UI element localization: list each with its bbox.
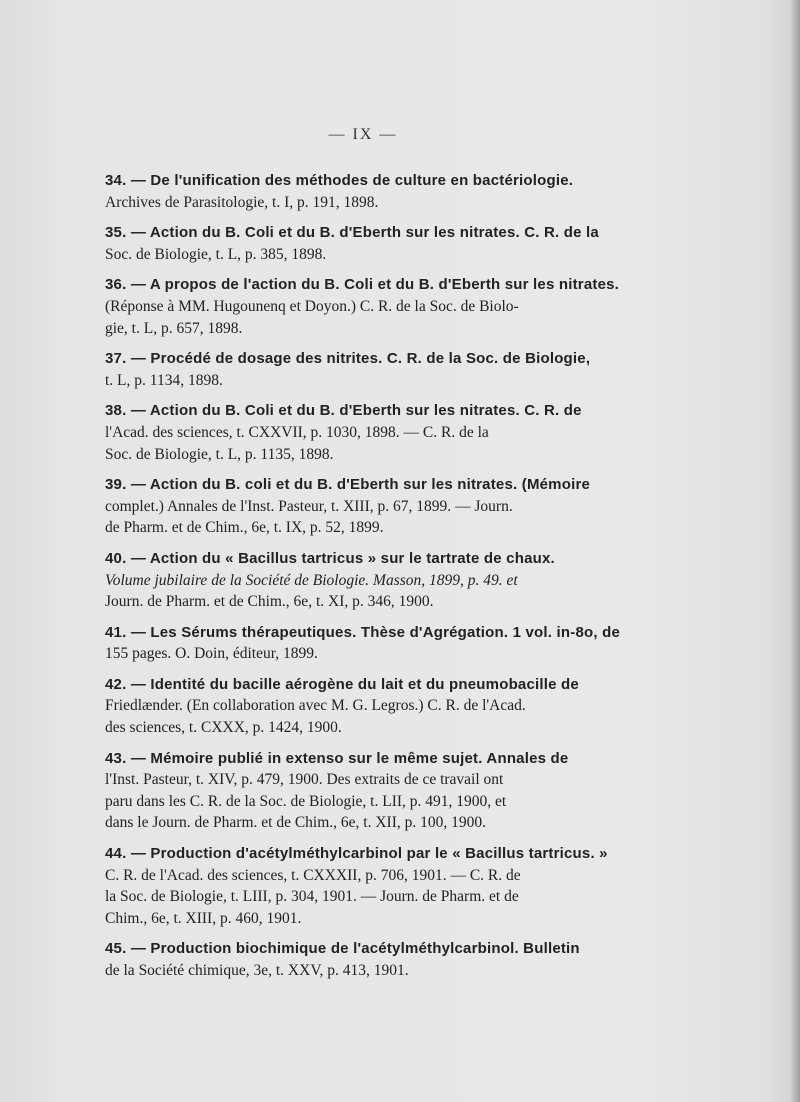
entry-line: complet.) Annales de l'Inst. Pasteur, t. XIII, p. 67, 1899. — Journ. xyxy=(105,497,513,515)
list-item xyxy=(105,348,625,391)
entry-line: C. R. de l'Acad. des sciences, t. CXXXII, p. 706, 1901. — C. R. de xyxy=(105,866,521,884)
entry-line: dans le Journ. de Pharm. et de Chim., 6e, t. XII, p. 100, 1900. xyxy=(105,814,486,832)
entry-line: 155 pages. O. Doin, éditeur, 1899. xyxy=(105,645,318,663)
entry-line: 38. — Action du B. Coli et du B. d'Eberth sur les nitrates. C. R. de xyxy=(105,402,582,420)
entry-line: gie, t. L, p. 657, 1898. xyxy=(105,319,243,337)
list-item xyxy=(105,938,625,981)
entry-line: Volume jubilaire de la Société de Biologie. Masson, 1899, p. 49. et xyxy=(105,571,518,589)
list-item xyxy=(105,548,625,613)
list-item xyxy=(105,222,625,265)
entry-line: Friedlænder. (En collaboration avec M. G. Legros.) C. R. de l'Acad. xyxy=(105,697,526,715)
entry-line: l'Acad. des sciences, t. CXXVII, p. 1030, 1898. — C. R. de la xyxy=(105,423,489,441)
entry-line: 42. — Identité du bacille aérogène du lait et du pneumobacille de xyxy=(105,675,579,693)
entry-line: de la Société chimique, 3e, t. XXV, p. 413, 1901. xyxy=(105,962,409,979)
entry-line: des sciences, t. CXXX, p. 1424, 1900. xyxy=(105,719,342,737)
list-item xyxy=(105,170,625,213)
entry-line: 35. — Action du B. Coli et du B. d'Eberth sur les nitrates. C. R. de la xyxy=(105,224,599,242)
page-edge-shadow xyxy=(790,0,800,1102)
entry-line: Archives de Parasitologie, t. I, p. 191, 1898. xyxy=(105,193,379,211)
entry-line: de Pharm. et de Chim., 6e, t. IX, p. 52, 1899. xyxy=(105,519,384,537)
entry-line: (Réponse à MM. Hugounenq et Doyon.) C. R. de la Soc. de Biolo- xyxy=(105,297,519,315)
list-item xyxy=(105,274,625,339)
list-item xyxy=(105,622,625,665)
list-item xyxy=(105,674,625,739)
entry-line: 45. — Production biochimique de l'acétylméthylcarbinol. Bulletin xyxy=(105,940,580,958)
page-number: — IX — xyxy=(328,126,398,143)
entry-line: 40. — Action du « Bacillus tartricus » sur le tartrate de chaux. xyxy=(105,549,555,567)
entry-line: 43. — Mémoire publié in extenso sur le même sujet. Annales de xyxy=(105,749,569,767)
entry-line: 37. — Procédé de dosage des nitrites. C. R. de la Soc. de Biologie, xyxy=(105,350,591,368)
list-item xyxy=(105,400,625,465)
entry-line: 34. — De l'unification des méthodes de culture en bactériologie. xyxy=(105,172,574,189)
entry-line: Soc. de Biologie, t. L, p. 385, 1898. xyxy=(105,245,327,263)
entry-line: l'Inst. Pasteur, t. XIV, p. 479, 1900. Des extraits de ce travail ont xyxy=(105,771,504,789)
entry-line: t. L, p. 1134, 1898. xyxy=(105,371,223,389)
bibliography-list xyxy=(105,170,625,991)
entry-line: 41. — Les Sérums thérapeutiques. Thèse d'Agrégation. 1 vol. in-8o, de xyxy=(105,623,620,641)
entry-line: paru dans les C. R. de la Soc. de Biologie, t. LII, p. 491, 1900, et xyxy=(105,792,507,810)
entry-line: Journ. de Pharm. et de Chim., 6e, t. XI, p. 346, 1900. xyxy=(105,593,434,611)
entry-line: Soc. de Biologie, t. L, p. 1135, 1898. xyxy=(105,445,334,463)
entry-line: 36. — A propos de l'action du B. Coli et du B. d'Eberth sur les nitrates. xyxy=(105,276,620,294)
list-item xyxy=(105,748,625,834)
entry-line: Chim., 6e, t. XIII, p. 460, 1901. xyxy=(105,909,302,927)
list-item xyxy=(105,474,625,539)
list-item xyxy=(105,843,625,929)
entry-line: la Soc. de Biologie, t. LIII, p. 304, 1901. — Journ. de Pharm. et de xyxy=(105,888,519,906)
entry-line: 44. — Production d'acétylméthylcarbinol par le « Bacillus tartricus. » xyxy=(105,845,608,863)
entry-line: 39. — Action du B. coli et du B. d'Eberth sur les nitrates. (Mémoire xyxy=(105,476,591,494)
